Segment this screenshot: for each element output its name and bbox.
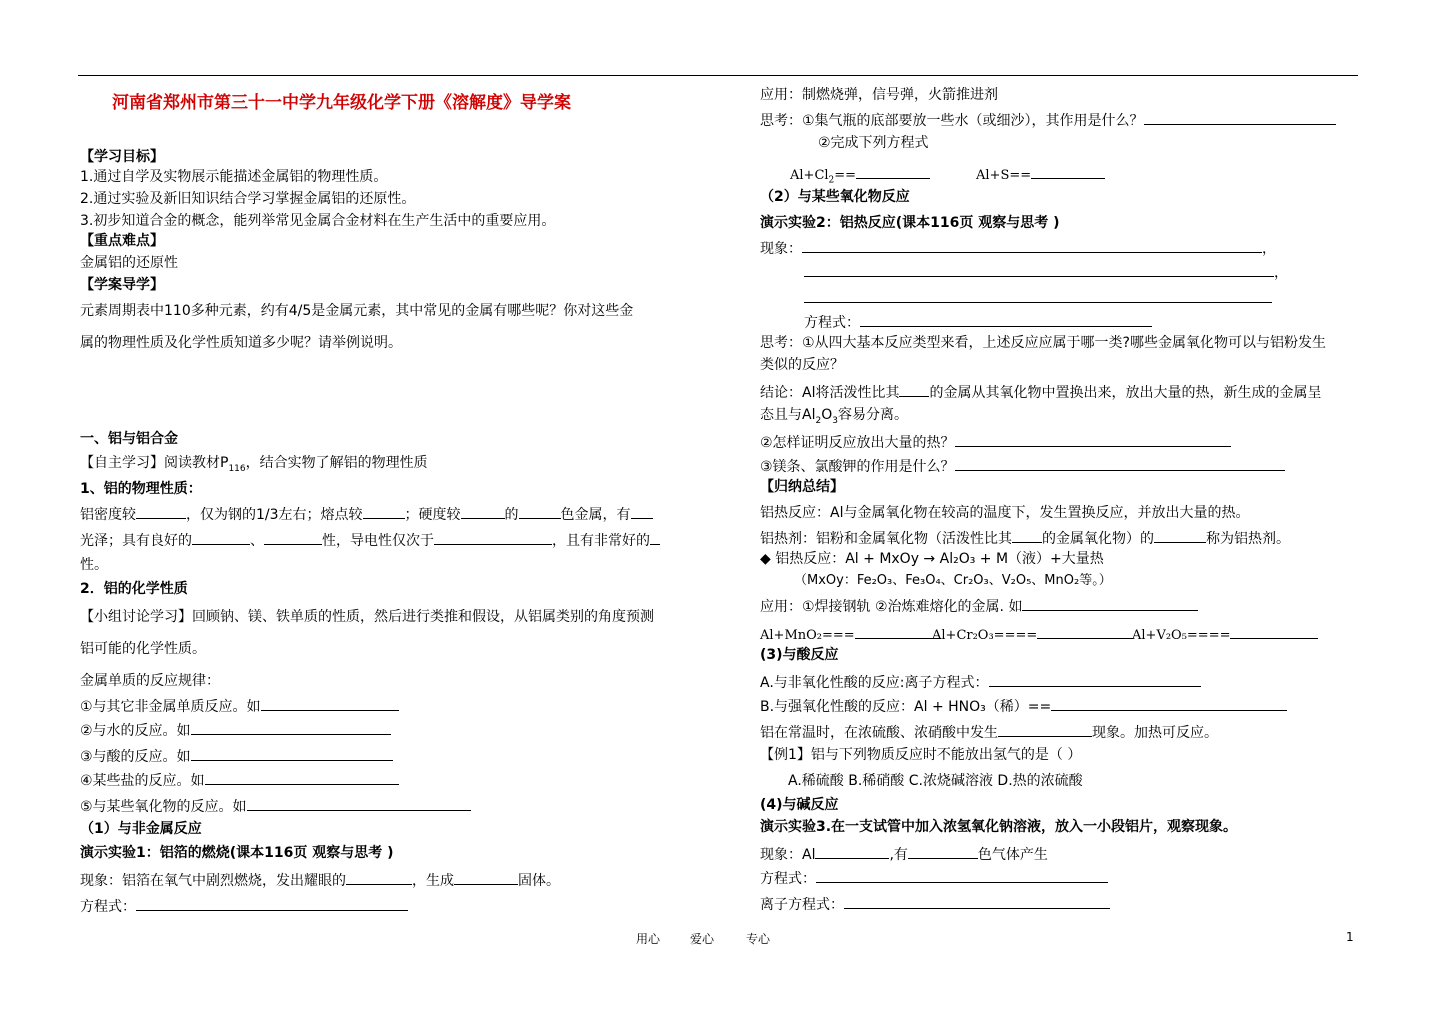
formula-mno2 (760, 624, 941, 645)
equation-2 (804, 312, 1152, 332)
concl-text: O (821, 407, 833, 423)
blank-line[interactable] (136, 896, 408, 911)
self-study (80, 454, 428, 478)
blank-line[interactable] (844, 894, 1110, 909)
chemical-properties-heading: 2．铝的化学性质 (80, 581, 188, 597)
rule-text: ③与酸的反应。如 (80, 749, 191, 765)
passiv-text: 现象。加热可反应。 (1092, 725, 1218, 741)
blank-line[interactable] (1012, 528, 1042, 543)
formula-sub: 2 (828, 175, 835, 186)
obs-text: 现象：铝箔在氧气中剧烈燃烧，发出耀眼的 (80, 873, 346, 889)
blank-line[interactable] (816, 868, 1108, 883)
conclusion-2 (760, 406, 908, 430)
sum-text: 的金属氧化物）的 (1042, 531, 1154, 547)
blank-line[interactable] (1051, 696, 1287, 711)
key-heading: 【重点难点】 (80, 233, 164, 249)
obs-text: 现象： (760, 241, 802, 257)
group-study-1: 【小组讨论学习】回顾钠、镁、铁单质的性质，然后进行类推和假设，从铝属类别的角度预测 (80, 609, 654, 625)
phys-text: 性，导电性仅次于 (322, 533, 434, 549)
goal-3: 3.初步知道合金的概念，能列举常见金属合金材料在生产生活中的重要应用。 (80, 213, 556, 229)
acid-text: A.与非氧化性酸的反应:离子方程式： (760, 675, 989, 691)
phys-text: 的 (504, 507, 519, 523)
eq-label: 离子方程式： (760, 897, 844, 913)
observation-1 (80, 870, 560, 890)
think-2: ②完成下列方程式 (818, 135, 929, 151)
blank-line[interactable] (1230, 624, 1318, 639)
blank-line[interactable] (650, 530, 660, 545)
obs-text: ,有 (889, 847, 908, 863)
comma: ， (1262, 241, 1276, 257)
demo-3: 演示实验3.在一支试管中加入浓氢氧化钠溶液，放入一小段铝片，观察现象。 (760, 819, 1238, 835)
rule-3 (80, 746, 393, 766)
summary-heading: 【归纳总结】 (760, 479, 844, 495)
group-study-2: 铝可能的化学性质。 (80, 641, 206, 657)
header-rule (78, 75, 1358, 76)
rule-text: ⑤与某些氧化物的反应。如 (80, 799, 247, 815)
passivation (760, 722, 1218, 742)
observation-2 (760, 238, 1276, 258)
phys-line-2 (80, 530, 660, 550)
phys-line-1 (80, 504, 653, 524)
rule-heading: 金属单质的反应规律： (80, 673, 220, 689)
eq-label: 方程式： (80, 899, 136, 915)
summary-3: ◆ 铝热反应：Al + MxOy → Al₂O₃ + M（液）+大量热 (760, 551, 1104, 567)
document-title: 河南省郑州市第三十一中学九年级化学下册《溶解度》导学案 (112, 93, 571, 113)
blank-line[interactable] (363, 504, 405, 519)
blank-line[interactable] (955, 432, 1231, 447)
eq-label: 方程式： (804, 315, 860, 331)
rule-2 (80, 720, 391, 740)
formula-text: Al+Cr₂O₃==== (932, 628, 1038, 643)
think-3: 思考：①从四大基本反应类型来看，上述反应应属于哪一类?哪些金属氧化物可以与铝粉发生 (760, 335, 1326, 351)
footer-motto-3: 专心 (746, 932, 771, 946)
sum-text: 铝热剂：铝粉和金属氧化物（活泼性比其 (760, 531, 1012, 547)
blank-line[interactable] (856, 164, 930, 179)
blank-line[interactable] (264, 530, 322, 545)
equation-1 (80, 896, 408, 916)
rule-4 (80, 770, 399, 790)
blank-line[interactable] (955, 456, 1285, 471)
formula-text: Al+S== (976, 168, 1032, 183)
phys-text: 色金属，有 (560, 507, 631, 523)
formula-text: Al+Cl (790, 168, 829, 183)
key-point: 金属铝的还原性 (80, 255, 178, 271)
formula-cr2o3 (932, 624, 1133, 645)
footer-motto-2: 爱心 (690, 932, 715, 946)
goal-2: 2.通过实验及新旧知识结合学习掌握金属铝的还原性。 (80, 191, 416, 207)
rule-1 (80, 696, 399, 716)
blank-line[interactable] (461, 504, 505, 519)
physical-properties-heading: 1、铝的物理性质： (80, 481, 202, 497)
comma: ， (1274, 265, 1288, 281)
application-1: 应用：制燃烧弹，信号弹，火箭推进剂 (760, 87, 998, 103)
blank-line[interactable] (192, 530, 250, 545)
summary-2 (760, 528, 1290, 548)
blank-line[interactable] (247, 796, 471, 811)
question-3 (760, 456, 1285, 476)
rule-text: ④某些盐的反应。如 (80, 773, 205, 789)
concl-text: 结论：Al将活泼性比其 (760, 385, 900, 401)
concl-text: 的金属从其氧化物中置换出来，放出大量的热，新生成的金属呈 (929, 385, 1322, 401)
rule-text: ①与其它非金属单质反应。如 (80, 699, 261, 715)
blank-line[interactable] (519, 504, 561, 519)
blank-line[interactable] (1154, 528, 1206, 543)
guide-heading: 【学案导学】 (80, 277, 164, 293)
observation-2-line-2 (804, 262, 1288, 282)
example-1: 【例1】铝与下列物质反应时不能放出氢气的是（ ） (760, 747, 1082, 763)
blank-line[interactable] (631, 504, 653, 519)
concl-text: 态且与Al (760, 407, 816, 423)
blank-line[interactable] (136, 504, 186, 519)
summary-4: （MxOy：Fe₂O₃、Fe₃O₄、Cr₂O₃、V₂O₅、MnO₂等。） (794, 573, 1112, 588)
q-text: ③镁条、氯酸钾的作用是什么？ (760, 459, 955, 475)
acid-text: B.与强氧化性酸的反应：Al + HNO₃（稀）== (760, 699, 1052, 715)
observation-3 (760, 844, 1048, 864)
blank-line[interactable] (261, 696, 399, 711)
question-2 (760, 432, 1231, 452)
formula-al-cl (790, 164, 930, 190)
blank-line[interactable] (454, 870, 518, 885)
formula-v2o5 (1132, 624, 1318, 645)
phys-text: ，仅为钢的1/3左右；熔点较 (186, 507, 363, 523)
passiv-text: 铝在常温时，在浓硫酸、浓硝酸中发生 (760, 725, 998, 741)
intro-line-2: 属的物理性质及化学性质知道多少呢？请举例说明。 (80, 335, 402, 351)
obs-text: ，生成 (412, 873, 454, 889)
blank-line[interactable] (908, 844, 978, 859)
concl-text: 容易分离。 (837, 407, 908, 423)
subsection-3: (3)与酸反应 (760, 647, 839, 663)
blank-line[interactable] (815, 844, 889, 859)
phys-line-3: 性。 (80, 557, 108, 573)
blank-line[interactable] (1037, 624, 1133, 639)
formula-text: Al+V₂O₅==== (1132, 628, 1231, 643)
intro-line-1: 元素周期表中110多种元素，约有4/5是金属元素，其中常见的金属有哪些呢？你对这些金 (80, 303, 634, 319)
blank-line[interactable] (860, 312, 1152, 327)
phys-text: ；硬度较 (404, 507, 461, 523)
blank-line[interactable] (989, 672, 1201, 687)
page-number: 1 (1346, 930, 1354, 944)
obs-text: 现象：Al (760, 847, 816, 863)
self-study-a: 【自主学习】阅读教材P (80, 455, 229, 471)
summary-1: 铝热反应：Al与金属氧化物在较高的温度下，发生置换反应，并放出大量的热。 (760, 505, 1250, 521)
blank-line[interactable] (1031, 164, 1105, 179)
q-text: ②怎样证明反应放出大量的热？ (760, 435, 955, 451)
phys-text: ，且有非常好的 (552, 533, 650, 549)
blank-line[interactable] (191, 746, 393, 761)
section-1-heading: 一、铝与铝合金 (80, 431, 178, 447)
self-study-b: ，结合实物了解铝的物理性质 (245, 455, 428, 471)
acid-a (760, 672, 1201, 692)
blank-line[interactable] (1144, 110, 1336, 125)
blank-line[interactable] (802, 238, 1262, 253)
blank-line[interactable] (998, 722, 1092, 737)
blank-line[interactable] (804, 262, 1274, 277)
demo-2: 演示实验2：铝热反应(课本116页 观察与思考 ) (760, 215, 1060, 231)
application-2 (760, 596, 1198, 616)
blank-line[interactable] (855, 624, 941, 639)
conclusion-1 (760, 382, 1321, 402)
self-study-page-sub: 116 (228, 463, 246, 474)
formula-al-s (976, 164, 1105, 185)
observation-2-line-3 (804, 288, 1272, 308)
subsection-2: （2）与某些氧化物反应 (760, 189, 910, 205)
formula-text: == (834, 168, 857, 183)
blank-line[interactable] (191, 720, 391, 735)
demo-1: 演示实验1：铝箔的燃烧(课本116页 观察与思考 ) (80, 845, 394, 861)
rule-5 (80, 796, 471, 816)
formula-text: Al+MnO₂=== (760, 628, 855, 643)
eq-label: 方程式： (760, 871, 816, 887)
app-text: 应用：①焊接钢轨 ②治炼难熔化的金属. 如 (760, 599, 1023, 615)
subsection-1: （1）与非金属反应 (80, 821, 202, 837)
think-1 (760, 110, 1336, 130)
sum-text: 称为铝热剂。 (1206, 531, 1290, 547)
obs-text: 固体。 (518, 873, 560, 889)
subsection-4: (4)与碱反应 (760, 797, 839, 813)
phys-text: 铝密度较 (80, 507, 136, 523)
blank-line[interactable] (346, 870, 412, 885)
obs-text: 色气体产生 (977, 847, 1048, 863)
concl-sub: 3 (832, 415, 838, 426)
concl-sub: 2 (815, 415, 822, 426)
blank-line[interactable] (804, 288, 1272, 303)
blank-line[interactable] (1022, 596, 1198, 611)
blank-line[interactable] (434, 530, 552, 545)
example-options: A.稀硫酸 B.稀硝酸 C.浓烧碱溶液 D.热的浓硫酸 (788, 773, 1083, 789)
think-3b: 类似的反应？ (760, 357, 844, 373)
blank-line[interactable] (899, 382, 929, 397)
blank-line[interactable] (205, 770, 399, 785)
phys-text: 光泽；具有良好的 (80, 533, 192, 549)
ion-equation (760, 894, 1110, 914)
think-text: 思考：①集气瓶的底部要放一些水（或细沙），其作用是什么？ (760, 113, 1144, 129)
goal-1: 1.通过自学及实物展示能描述金属铝的物理性质。 (80, 169, 388, 185)
rule-text: ②与水的反应。如 (80, 723, 191, 739)
acid-b (760, 696, 1287, 716)
footer-motto-1: 用心 (636, 932, 661, 946)
goals-heading: 【学习目标】 (80, 149, 164, 165)
equation-3 (760, 868, 1108, 888)
phys-text: 、 (250, 533, 264, 549)
